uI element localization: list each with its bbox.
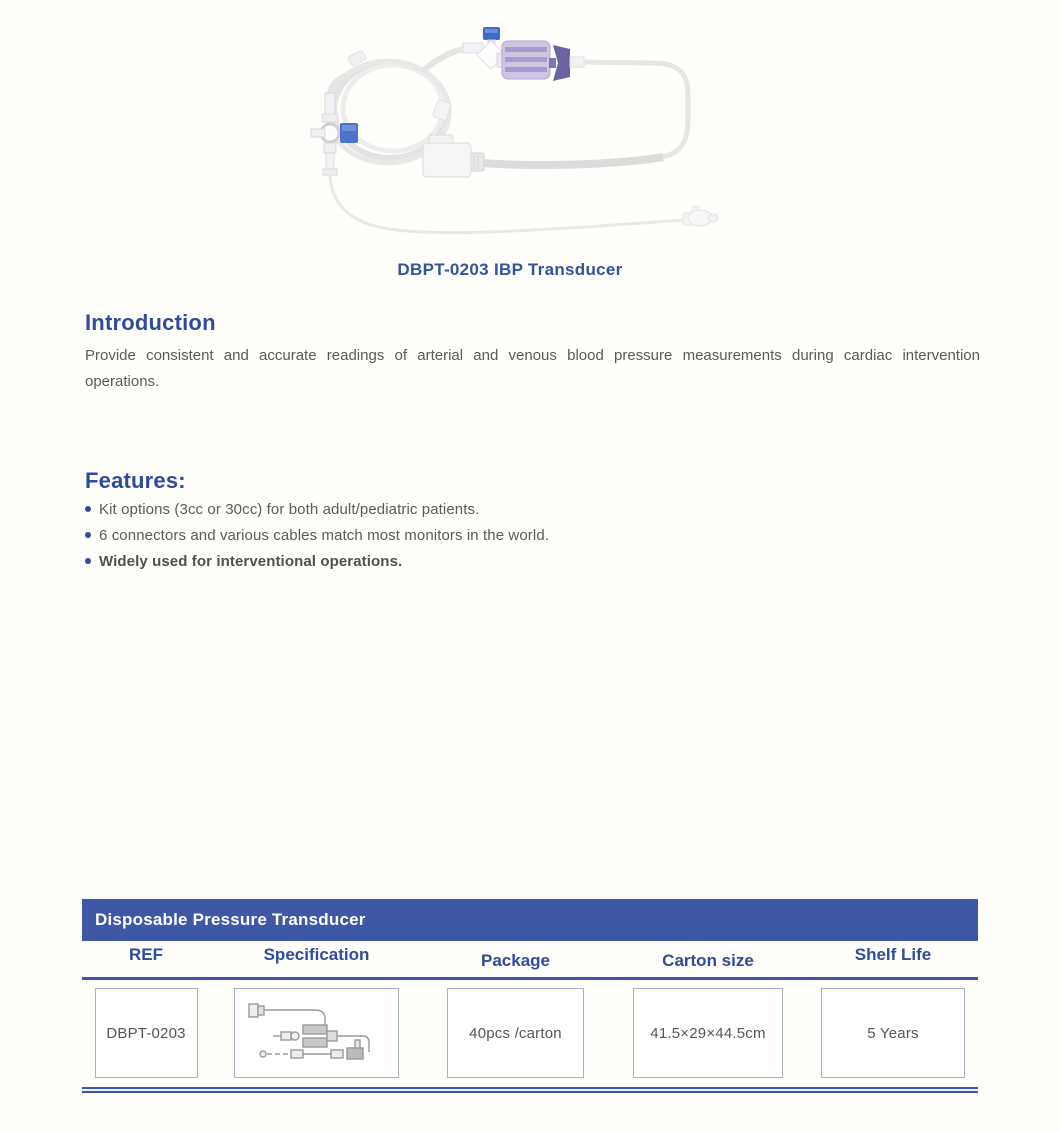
feature-item (85, 501, 980, 518)
product-photo (285, 15, 765, 250)
bullet-icon (85, 558, 91, 564)
table-title: Disposable Pressure Transducer (82, 899, 978, 941)
package-cell: 40pcs /carton (447, 988, 584, 1078)
feature-item (85, 527, 980, 544)
feature-text: 6 connectors and various cables match most monitors in the world. (99, 527, 550, 544)
specification-cell (234, 988, 399, 1078)
carton-size-cell: 41.5×29×44.5cm (633, 988, 783, 1078)
transducer-schematic-icon (239, 992, 394, 1074)
shelf-life-cell: 5 Years (821, 988, 965, 1078)
features-section (85, 468, 980, 570)
bullet-icon (85, 532, 91, 538)
feature-text: Kit options (3cc or 30cc) for both adult/pediatric patients. (99, 501, 480, 518)
specification-table (82, 899, 978, 1093)
ref-cell: DBPT-0203 (95, 988, 198, 1078)
table-bottom-divider (82, 1087, 978, 1093)
feature-text: Widely used for interventional operations. (99, 553, 403, 570)
introduction-text: Provide consistent and accurate readings of arterial and venous blood pressure measurements during cardiac intervention operations. (85, 347, 980, 390)
introduction-heading: Introduction (85, 310, 216, 335)
column-header-package: Package (481, 951, 550, 970)
column-header-specification: Specification (263, 945, 370, 964)
features-list (85, 501, 980, 570)
column-header-carton-size: Carton size (662, 951, 754, 970)
bullet-icon (85, 506, 91, 512)
product-caption: DBPT-0203 IBP Transducer (397, 260, 623, 279)
column-header-ref: REF (129, 945, 163, 964)
introduction-section (85, 310, 980, 394)
ibp-transducer-photo-icon (285, 15, 765, 250)
column-header-shelf-life: Shelf Life (854, 945, 932, 964)
feature-item (85, 553, 980, 570)
features-heading: Features: (85, 468, 186, 493)
table-row (82, 980, 978, 1087)
table-header-row (82, 941, 978, 977)
